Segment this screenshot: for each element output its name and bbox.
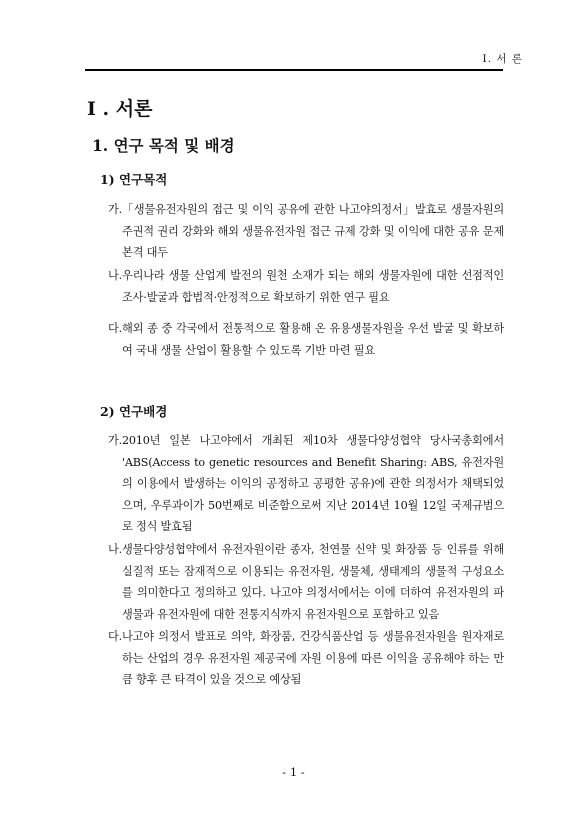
list-item — [108, 318, 504, 361]
list-item-marker: 다. — [108, 630, 122, 643]
header-rule — [85, 69, 503, 71]
section-title: 1. 연구 목적 및 배경 — [92, 136, 235, 155]
list-item-text: 2010년 일본 나고야에서 개최된 제10차 생물다양성협약 당사국총회에서 'ABS(Access to genetic resources and Benefit Sharing: ABS, 유전자원의 이용에서 발생하는 이익의 공정하고 공평한 공유)에 관한 의정서가 채택되었으며, 우루과이가 50번째로 비준함으로써 지난 2014년 10월 12일 국제규범으로 정식 발효됨 — [122, 434, 504, 533]
list-item-text: 해외 종 중 각국에서 전통적으로 활용해 온 유용생물자원을 우선 발굴 및 확보하여 국내 생물 산업이 활용할 수 있도록 기반 마련 필요 — [122, 322, 504, 357]
list-item-marker: 다. — [108, 322, 122, 335]
list-item-text: 생물다양성협약에서 유전자원이란 종자, 천연물 신약 및 화장품 등 인류를 위해 실질적 또는 잠재적으로 이용되는 유전자원, 생물체, 생태계의 생물적 구성요소를 의미한다고 정의하고 있다. 나고야 의정서에서는 이에 더하여 유전자원의 파생물과 유전자원에 대한 전통지식까지 유전자원으로 포함하고 있음 — [122, 543, 504, 621]
list-item-text: 「생물유전자원의 접근 및 이익 공유에 관한 나고야의정서」발효로 생물자원의 주권적 권리 강화와 해외 생물유전자원 접근 규제 강화 및 이익에 대한 공유 문제 본격 대두 — [122, 203, 504, 259]
list-item — [108, 199, 504, 264]
running-header: I. 서 론 — [482, 53, 523, 65]
page-number: - 1 - — [282, 765, 305, 779]
list-item — [108, 430, 504, 538]
list-item — [108, 539, 504, 625]
list-item-marker: 나. — [108, 269, 122, 282]
list-item-text: 우리나라 생물 산업계 발전의 원천 소재가 되는 해외 생물자원에 대한 선점적인 조사·발굴과 합법적·안정적으로 확보하기 위한 연구 필요 — [122, 269, 504, 304]
list-item-marker: 가. — [108, 203, 122, 216]
chapter-title: I . 서론 — [87, 98, 153, 120]
list-item-text: 나고야 의정서 발표로 의약, 화장품, 건강식품산업 등 생물유전자원을 원자재로 하는 산업의 경우 유전자원 제공국에 자원 이용에 따른 이익을 공유해야 하는 만큼 향후 큰 타격이 있을 것으로 예상됨 — [122, 630, 504, 686]
subsection-title-purpose: 1) 연구목적 — [100, 172, 168, 187]
list-item — [108, 265, 504, 308]
list-item-marker: 나. — [108, 543, 122, 556]
subsection-title-background: 2) 연구배경 — [100, 404, 168, 419]
list-item-marker: 가. — [108, 434, 122, 447]
list-item — [108, 626, 504, 691]
